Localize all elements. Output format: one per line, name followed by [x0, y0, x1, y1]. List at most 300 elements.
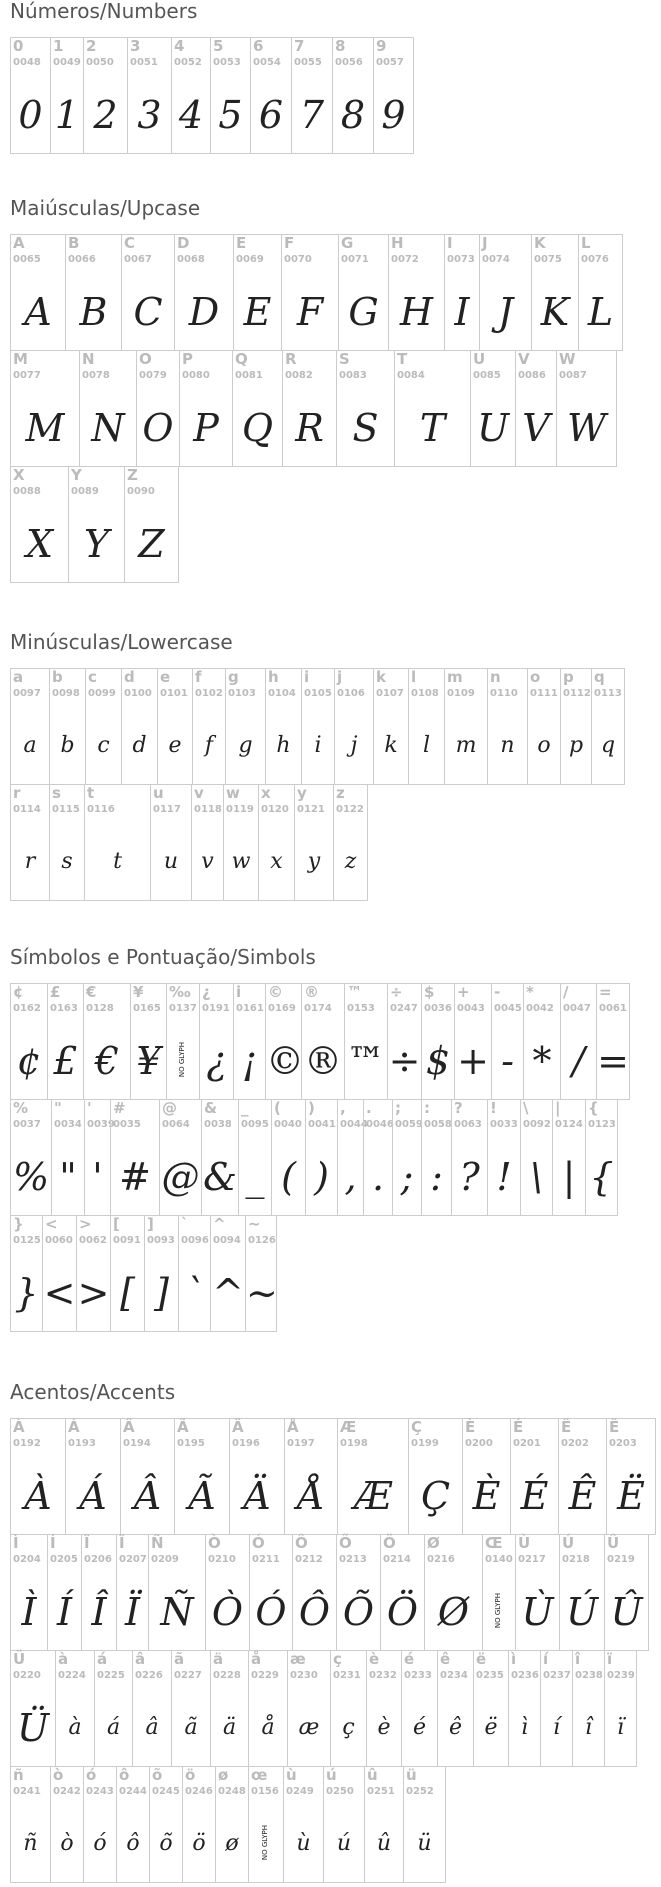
glyph-sample: ä	[222, 1715, 237, 1740]
glyph-code: 0229	[251, 1670, 279, 1681]
glyph-code: 0137	[169, 1003, 197, 1014]
glyph-code: 0049	[53, 57, 81, 68]
glyph-sample: å	[261, 1715, 275, 1740]
glyph-character: y	[297, 784, 307, 802]
glyph-sample: í	[552, 1715, 561, 1740]
glyph-code: 0214	[383, 1554, 411, 1565]
glyph-character: 1	[53, 37, 64, 55]
glyph-character: %	[13, 1099, 29, 1117]
glyph-cell	[159, 1099, 202, 1216]
glyph-cell	[149, 1766, 183, 1883]
glyph-sample: )	[314, 1155, 329, 1199]
glyph-code: 0106	[337, 688, 365, 699]
glyph-sample: C	[133, 290, 163, 334]
glyph-code: 0124	[555, 1119, 583, 1130]
glyph-code: 0212	[295, 1554, 323, 1565]
glyph-sample: ê	[448, 1715, 463, 1740]
glyph-code: 0110	[490, 688, 518, 699]
glyph-character: Õ	[339, 1534, 352, 1552]
glyph-cell	[250, 37, 292, 154]
glyph-code: 0080	[182, 370, 210, 381]
glyph-cell	[510, 1418, 559, 1535]
glyph-sample: ç	[342, 1715, 355, 1740]
glyph-code: 0068	[177, 254, 205, 265]
glyph-character: [	[113, 1215, 120, 1233]
glyph-sample: 8	[340, 93, 366, 137]
glyph-code: 0034	[54, 1119, 82, 1130]
glyph-sample: X	[25, 522, 54, 566]
glyph-sample: Ñ	[160, 1590, 194, 1634]
glyph-code: 0103	[228, 688, 256, 699]
glyph-character: H	[391, 234, 404, 252]
glyph-character: ê	[440, 1650, 451, 1668]
glyph-sample: 3	[137, 93, 162, 137]
glyph-row	[10, 1100, 660, 1216]
glyph-cell	[487, 1099, 521, 1216]
glyph-sample: È	[472, 1474, 501, 1518]
glyph-sample: £	[53, 1039, 78, 1083]
glyph-character: 8	[335, 37, 346, 55]
glyph-code: 0038	[204, 1119, 232, 1130]
glyph-cell	[559, 1534, 605, 1651]
glyph-cell	[121, 234, 175, 351]
glyph-cell	[540, 1650, 573, 1767]
glyph-cell	[491, 983, 524, 1100]
glyph-cell	[292, 1534, 337, 1651]
glyph-code: 0195	[177, 1438, 205, 1449]
glyph-character: ë	[476, 1650, 487, 1668]
glyph-character: P	[182, 350, 193, 368]
glyph-sample: É	[520, 1474, 549, 1518]
glyph-code: 0213	[339, 1554, 367, 1565]
section-title: Minúsculas/Lowercase	[10, 630, 233, 654]
glyph-code: 0231	[333, 1670, 361, 1681]
section-title: Símbolos e Pontuação/Simbols	[10, 945, 316, 969]
glyph-character: Ä	[232, 1418, 244, 1436]
glyph-code: 0205	[50, 1554, 78, 1565]
glyph-code: 0075	[534, 254, 562, 265]
glyph-character: ®	[304, 983, 319, 1001]
glyph-sample: ù	[296, 1831, 311, 1856]
glyph-code: 0236	[511, 1670, 539, 1681]
glyph-grid	[10, 984, 660, 1332]
glyph-cell	[401, 1650, 438, 1767]
glyph-cell	[373, 668, 409, 785]
glyph-cell	[148, 1534, 206, 1651]
glyph-code: 0059	[395, 1119, 423, 1130]
glyph-sample: o	[537, 733, 551, 758]
glyph-sample: a	[23, 733, 37, 758]
glyph-cell	[47, 1534, 82, 1651]
glyph-sample: Í	[56, 1590, 72, 1634]
glyph-code: 0100	[124, 688, 152, 699]
glyph-character: 5	[213, 37, 224, 55]
glyph-character: r	[13, 784, 21, 802]
glyph-code: 0174	[304, 1003, 332, 1014]
glyph-character: B	[68, 234, 80, 252]
glyph-code: 0121	[297, 804, 325, 815]
glyph-code: 0196	[232, 1438, 260, 1449]
glyph-cell	[191, 784, 224, 901]
glyph-cell	[394, 350, 471, 467]
glyph-character: Ê	[561, 1418, 572, 1436]
glyph-code: 0199	[411, 1438, 439, 1449]
glyph-character: 4	[174, 37, 185, 55]
glyph-character: C	[124, 234, 136, 252]
glyph-character: õ	[152, 1766, 163, 1784]
glyph-sample: c	[97, 733, 110, 758]
glyph-cell	[520, 1099, 553, 1216]
glyph-cell	[560, 668, 592, 785]
glyph-sample: W	[566, 406, 607, 450]
glyph-character: Ë	[609, 1418, 620, 1436]
glyph-code: 0037	[13, 1119, 41, 1130]
glyph-code: 0227	[174, 1670, 202, 1681]
glyph-sample: /	[572, 1039, 585, 1083]
glyph-code: 0092	[523, 1119, 551, 1130]
glyph-code: 0114	[13, 804, 41, 815]
glyph-code: 0077	[13, 370, 41, 381]
glyph-character: ç	[333, 1650, 342, 1668]
glyph-cell	[84, 784, 151, 901]
glyph-grid	[10, 669, 660, 901]
glyph-character: N	[82, 350, 95, 368]
glyph-character: >	[79, 1215, 92, 1233]
glyph-sample: Ì	[21, 1590, 37, 1634]
glyph-sample: ¡	[241, 1039, 258, 1083]
glyph-code: 0122	[336, 804, 364, 815]
glyph-code: 0033	[490, 1119, 518, 1130]
glyph-character: ã	[174, 1650, 185, 1668]
glyph-cell	[291, 37, 333, 154]
glyph-character: S	[339, 350, 350, 368]
glyph-code: 0097	[13, 688, 41, 699]
glyph-sample: ,	[344, 1155, 357, 1199]
glyph-cell	[301, 983, 345, 1100]
glyph-cell	[232, 350, 283, 467]
glyph-character: )	[308, 1099, 315, 1117]
glyph-cell	[199, 983, 234, 1100]
glyph-cell	[421, 1099, 452, 1216]
glyph-code: 0197	[287, 1438, 315, 1449]
glyph-cell	[451, 1099, 488, 1216]
glyph-cell	[578, 234, 623, 351]
glyph-cell	[150, 784, 192, 901]
glyph-cell	[363, 1099, 393, 1216]
glyph-cell	[332, 37, 374, 154]
glyph-code: 0192	[13, 1438, 41, 1449]
glyph-code: 0093	[147, 1235, 175, 1246]
glyph-sample: ï	[616, 1715, 625, 1740]
glyph-character: n	[490, 668, 501, 686]
glyph-character: ï	[607, 1650, 613, 1668]
glyph-character: Ã	[177, 1418, 189, 1436]
glyph-sample: Î	[91, 1590, 107, 1634]
glyph-code: 0109	[447, 688, 475, 699]
glyph-code: 0249	[286, 1786, 314, 1797]
glyph-cell	[215, 1766, 249, 1883]
glyph-sample: T	[419, 406, 446, 450]
glyph-cell	[337, 1418, 409, 1535]
glyph-cell	[171, 1650, 211, 1767]
glyph-sample: Z	[138, 522, 165, 566]
glyph-code: 0060	[45, 1235, 73, 1246]
glyph-sample: Ú	[565, 1590, 599, 1634]
glyph-character: }	[13, 1215, 24, 1233]
glyph-cell	[81, 1534, 117, 1651]
glyph-sample: ü	[417, 1831, 432, 1856]
glyph-cell	[392, 1099, 422, 1216]
glyph-character: d	[124, 668, 135, 686]
glyph-code: 0140	[485, 1554, 513, 1565]
glyph-code: 0194	[123, 1438, 151, 1449]
glyph-cell	[94, 1650, 133, 1767]
glyph-character: í	[543, 1650, 549, 1668]
glyph-sample: Å	[297, 1474, 325, 1518]
glyph-character: t	[87, 784, 95, 802]
glyph-cell	[282, 350, 337, 467]
glyph-character: $	[424, 983, 435, 1001]
glyph-character: Î	[84, 1534, 90, 1552]
glyph-code: 0035	[113, 1119, 141, 1130]
glyph-character: !	[490, 1099, 497, 1117]
glyph-cell	[238, 1099, 272, 1216]
glyph-character: Y	[71, 466, 82, 484]
glyph-cell	[10, 668, 50, 785]
glyph-character: '	[87, 1099, 92, 1117]
glyph-row	[10, 467, 660, 583]
glyph-code: 0108	[411, 688, 439, 699]
glyph-character: #	[113, 1099, 126, 1117]
glyph-sample: Ç	[420, 1474, 451, 1518]
glyph-code: 0087	[559, 370, 587, 381]
glyph-sample: 7	[299, 93, 325, 137]
glyph-cell	[373, 37, 414, 154]
glyph-character: ,	[340, 1099, 346, 1117]
glyph-character: 9	[376, 37, 387, 55]
glyph-sample: H	[399, 290, 434, 334]
glyph-sample: ô	[126, 1831, 140, 1856]
glyph-cell	[380, 1534, 425, 1651]
glyph-cell	[265, 983, 302, 1100]
glyph-code: 0098	[52, 688, 80, 699]
glyph-character: Ô	[295, 1534, 308, 1552]
glyph-cell	[192, 668, 226, 785]
glyph-cell	[110, 1215, 145, 1332]
glyph-cell	[65, 234, 122, 351]
glyph-cell	[454, 983, 492, 1100]
glyph-sample: Ê	[568, 1474, 597, 1518]
glyph-character: Ñ	[151, 1534, 164, 1552]
glyph-code: 0116	[87, 804, 115, 815]
glyph-code: 0248	[218, 1786, 246, 1797]
glyph-sample: 5	[218, 93, 243, 137]
glyph-character: ¥	[133, 983, 144, 1001]
glyph-character: i	[304, 668, 310, 686]
glyph-cell	[364, 1766, 404, 1883]
glyph-cell	[10, 1215, 43, 1332]
glyph-code: 0070	[284, 254, 312, 265]
glyph-cell	[229, 1418, 285, 1535]
glyph-code: 0091	[113, 1235, 141, 1246]
glyph-row	[10, 984, 660, 1100]
glyph-sample: ¿	[206, 1039, 227, 1083]
glyph-character: ñ	[13, 1766, 24, 1784]
glyph-sample: b	[60, 733, 75, 758]
glyph-cell	[271, 1099, 306, 1216]
glyph-code: 0219	[607, 1554, 635, 1565]
glyph-sample: `	[185, 1271, 204, 1315]
glyph-sample: =	[597, 1039, 629, 1083]
glyph-sample: Õ	[342, 1590, 375, 1634]
glyph-sample: D	[188, 290, 220, 334]
glyph-character: ô	[119, 1766, 130, 1784]
glyph-code: 0105	[304, 688, 332, 699]
glyph-sample: 0	[18, 93, 43, 137]
glyph-sample: Ò	[211, 1590, 244, 1634]
glyph-code: 0072	[391, 254, 419, 265]
glyph-code: 0111	[530, 688, 558, 699]
glyph-character: ~	[248, 1215, 261, 1233]
glyph-character: l	[411, 668, 417, 686]
glyph-sample: p	[568, 733, 584, 758]
glyph-character: |	[555, 1099, 561, 1117]
glyph-character: Ö	[383, 1534, 396, 1552]
glyph-character: á	[97, 1650, 108, 1668]
glyph-code: 0102	[195, 688, 223, 699]
glyph-sample: ^	[212, 1271, 244, 1315]
glyph-character: î	[575, 1650, 581, 1668]
glyph-character: ä	[213, 1650, 224, 1668]
glyph-sample: Ã	[188, 1474, 216, 1518]
glyph-sample: 4	[178, 93, 204, 137]
glyph-cell	[83, 1766, 117, 1883]
glyph-cell	[408, 1418, 463, 1535]
glyph-character: `	[181, 1215, 189, 1233]
glyph-cell	[130, 983, 167, 1100]
glyph-sample: J	[497, 290, 514, 334]
glyph-sample: M	[25, 406, 65, 450]
glyph-cell	[338, 234, 389, 351]
glyph-character: ]	[147, 1215, 154, 1233]
glyph-sample: Â	[133, 1474, 162, 1518]
glyph-character: D	[177, 234, 190, 252]
glyph-character: ‰	[169, 983, 191, 1001]
glyph-sample: %	[12, 1155, 50, 1199]
glyph-cell	[50, 37, 84, 154]
glyph-cell	[201, 1099, 239, 1216]
glyph-sample: }	[14, 1271, 39, 1315]
glyph-sample: Ä	[243, 1474, 271, 1518]
glyph-character: è	[369, 1650, 380, 1668]
glyph-sample: ©	[266, 1039, 304, 1083]
glyph-cell	[487, 668, 528, 785]
glyph-sample: ?	[459, 1155, 480, 1199]
glyph-row	[10, 1535, 660, 1651]
glyph-code: 0241	[13, 1786, 41, 1797]
glyph-character: ™	[347, 983, 362, 1001]
glyph-code: 0119	[226, 804, 254, 815]
glyph-sample: €	[94, 1039, 120, 1083]
glyph-row	[10, 669, 660, 785]
glyph-cell	[591, 668, 625, 785]
glyph-code: 0113	[594, 688, 622, 699]
section-title: Acentos/Accents	[10, 1380, 176, 1404]
glyph-code: 0040	[274, 1119, 302, 1130]
glyph-code: 0163	[50, 1003, 78, 1014]
glyph-character: é	[404, 1650, 415, 1668]
glyph-cell	[424, 1534, 483, 1651]
glyph-cell	[515, 1534, 560, 1651]
glyph-sample: U	[476, 406, 510, 450]
glyph-code: 0211	[252, 1554, 280, 1565]
glyph-sample: e	[168, 733, 182, 758]
glyph-cell	[556, 350, 617, 467]
glyph-character: 3	[130, 37, 141, 55]
glyph-sample: '	[92, 1155, 103, 1199]
glyph-character: Á	[68, 1418, 80, 1436]
glyph-code: 0120	[261, 804, 289, 815]
glyph-character: ^	[213, 1215, 226, 1233]
glyph-code: 0071	[341, 254, 369, 265]
glyph-code: 0117	[153, 804, 181, 815]
glyph-code: 0055	[294, 57, 322, 68]
glyph-character: ¿	[202, 983, 211, 1001]
glyph-cell	[136, 350, 180, 467]
glyph-code: 0057	[376, 57, 404, 68]
glyph-character: 0	[13, 37, 24, 55]
glyph-character: Ú	[562, 1534, 575, 1552]
glyph-character: T	[397, 350, 408, 368]
glyph-sample: <	[43, 1271, 76, 1315]
glyph-code: 0202	[561, 1438, 589, 1449]
glyph-character: Æ	[340, 1418, 357, 1436]
glyph-cell	[49, 668, 86, 785]
glyph-character: J	[482, 234, 488, 252]
glyph-sample: y	[307, 849, 321, 874]
section	[10, 0, 660, 154]
glyph-cell	[10, 983, 48, 1100]
glyph-sample: K	[540, 290, 570, 334]
glyph-code: 0235	[476, 1670, 504, 1681]
glyph-character: Q	[235, 350, 248, 368]
glyph-character: È	[465, 1418, 476, 1436]
glyph-code: 0169	[268, 1003, 296, 1014]
glyph-code: 0242	[53, 1786, 81, 1797]
glyph-character: ?	[454, 1099, 463, 1117]
glyph-cell	[470, 350, 516, 467]
glyph-sample: ¢	[16, 1039, 42, 1083]
glyph-cell	[408, 668, 445, 785]
glyph-sample: x	[270, 849, 283, 874]
glyph-character: q	[594, 668, 605, 686]
glyph-code: 0069	[236, 254, 264, 265]
glyph-cell	[336, 350, 395, 467]
glyph-cell	[233, 983, 266, 1100]
glyph-sample: è	[377, 1715, 391, 1740]
glyph-sample: &	[203, 1155, 237, 1199]
section	[10, 946, 660, 1332]
glyph-sample: |	[562, 1155, 576, 1199]
glyph-character: v	[194, 784, 204, 802]
glyph-sample: 1	[54, 93, 80, 137]
glyph-row	[10, 1216, 660, 1332]
glyph-cell	[174, 1418, 230, 1535]
glyph-code: 0207	[119, 1554, 147, 1565]
glyph-cell	[366, 1650, 402, 1767]
glyph-character: R	[285, 350, 297, 368]
glyph-code: 0053	[213, 57, 241, 68]
